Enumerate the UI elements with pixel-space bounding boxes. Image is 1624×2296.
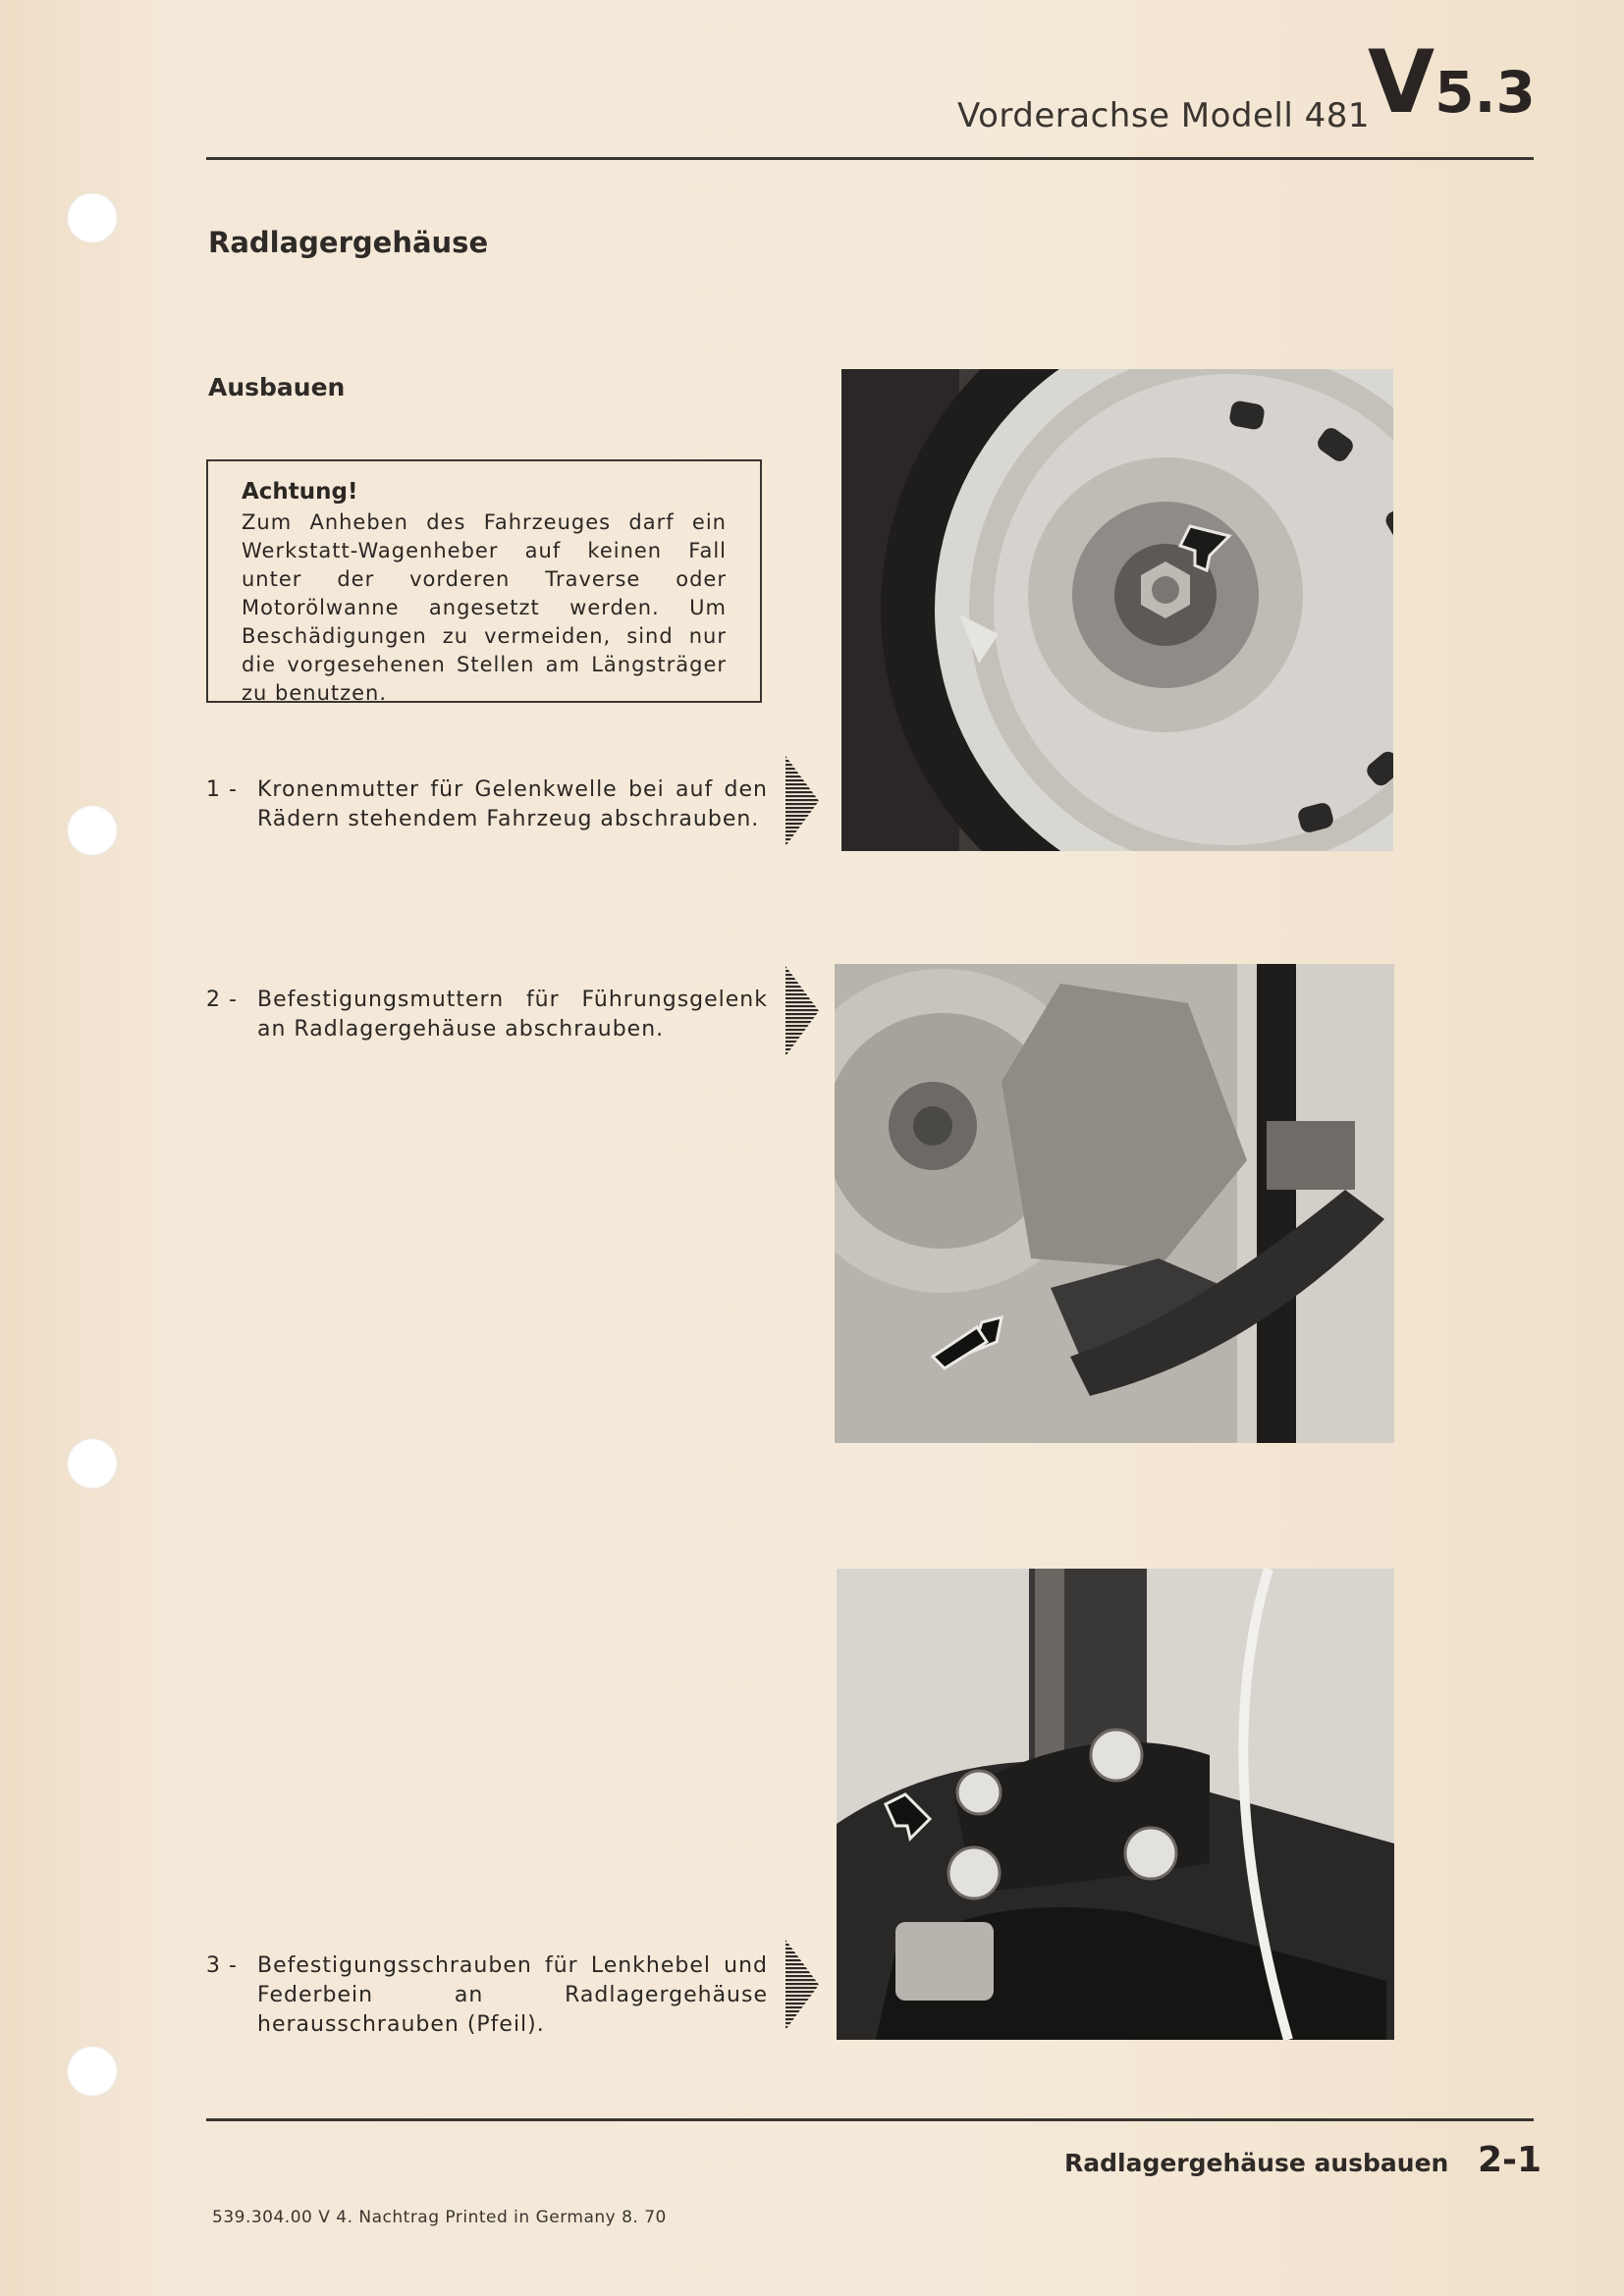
step-text: Befestigungsschrauben für Lenkhebel und Federbein an Radlagergehäuse herausschrauben (Pfeil). [257,1953,768,2037]
punch-hole-4 [67,2046,118,2097]
page-number: 2-1 [1478,2140,1543,2180]
footer-caption: Radlagergehäuse ausbauen [1064,2149,1449,2177]
section-letter: V [1368,31,1435,133]
warning-box [206,459,762,703]
step-text: Kronenmutter für Gelenkwelle bei auf den Rädern stehendem Fahrzeug abschrauben. [257,777,768,831]
footer-rule [206,2118,1534,2121]
step-number: 3 - [206,1953,238,1978]
pointer-arrow-icon [785,1940,819,2030]
section-number: 5.3 [1435,59,1536,126]
subheading: Ausbauen [208,373,346,401]
punch-hole-3 [67,1438,118,1489]
header-title: Vorderachse Modell 481 [957,96,1371,135]
photo-strut-bolts [837,1569,1394,2040]
step-number: 1 - [206,777,238,802]
step-number: 2 - [206,988,238,1012]
step-2 [206,986,768,1044]
header-rule [206,157,1534,160]
step-text: Befestigungsmuttern für Führungsgelenk an Radlagergehäuse abschrauben. [257,988,768,1041]
photo-guide-joint-nuts [835,964,1394,1443]
page-title: Radlagergehäuse [208,226,489,259]
print-line: 539.304.00 V 4. Nachtrag Printed in Germany 8. 70 [212,2208,667,2227]
pointer-arrow-icon [785,966,819,1056]
pointer-arrow-icon [785,756,819,846]
step-1 [206,775,768,834]
section-code [1368,31,1536,133]
punch-hole-1 [67,192,118,243]
punch-hole-2 [67,805,118,856]
warning-text: Zum Anheben des Fahrzeuges darf ein Werkstatt-Wagenheber auf keinen Fall unter der vorderen Traverse oder Motorölwanne angesetzt werden. Um Beschädigungen zu vermeiden, sind nur die vorgesehenen Stellen am Längsträger zu benutzen. [242,510,727,705]
photo-wheel-hub-nut [841,369,1393,851]
step-3 [206,1951,768,2040]
warning-heading: Achtung! [242,479,358,505]
